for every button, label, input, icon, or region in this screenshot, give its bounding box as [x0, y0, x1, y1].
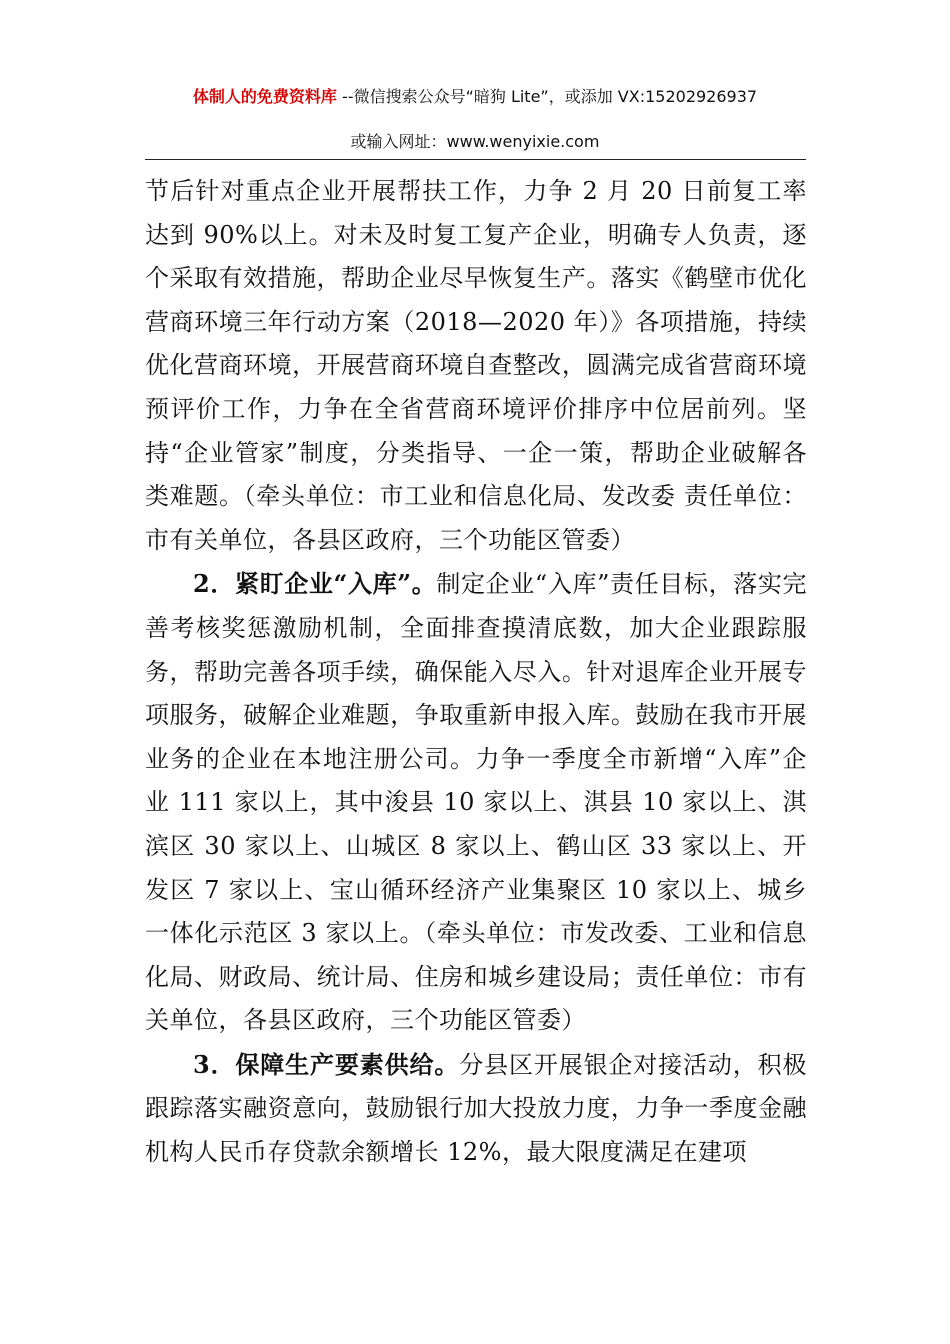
paragraph-item-2 [145, 562, 807, 1043]
item-2-body: 制定企业“入库”责任目标，落实完善考核奖惩激励机制，全面排查摸清底数，加大企业跟踪服务，帮助完善各项手续，确保能入尽入。针对退库企业开展专项服务，破解企业难题，争取重新申报入库。鼓励在我市开展业务的企业在本地注册公司。力争一季度全市新增“入库”企业 111 家以上，其中浚县 10 家以上、淇县 10 家以上、淇滨区 30 家以上、山城区 8 家以上、鹤山区 33 家以上、开发区 7 家以上、宝山循环经济产业集聚区 10 家以上、城乡一体化示范区 3 家以上。（牵头单位：市发改委、工业和信息化局、财政局、统计局、住房和城乡建设局；责任单位：市有关单位，各县区政府，三个功能区管委） [145, 570, 807, 1035]
header-divider [145, 159, 806, 160]
item-3-body: 分县区开展银企对接活动，积极跟踪落实融资意向，鼓励银行加大投放力度，力争一季度金融机构人民币存贷款余额增长 12%，最大限度满足在建项 [145, 1050, 807, 1167]
header-url-line: 或输入网址：www.wenyixie.com [350, 132, 600, 151]
item-2-heading: 2．紧盯企业“入库”。 [193, 569, 437, 599]
document-body [145, 170, 807, 1175]
brand-title: 体制人的免费资料库 [192, 87, 337, 106]
item-3-heading: 3．保障生产要素供给。 [193, 1049, 460, 1079]
paragraph-1: 节后针对重点企业开展帮扶工作，力争 2 月 20 日前复工率达到 90%以上。对未及时复工复产企业，明确专人负责，逐个采取有效措施，帮助企业尽早恢复生产。落实《鹤壁市优化营商环境三年行动方案（2018—2020 年）》各项措施，持续优化营商环境，开展营商环境自查整改，圆满完成省营商环境预评价工作，力争在全省营商环境评价排序中位居前列。坚持“企业管家”制度，分类指导、一企一策，帮助企业破解各类难题。（牵头单位：市工业和信息化局、发改委 责任单位：市有关单位，各县区政府，三个功能区管委） [145, 177, 807, 554]
header-promo-line [0, 86, 950, 108]
paragraph-item-3 [145, 1043, 807, 1175]
promo-text: --微信搜索公众号“暗狗 Lite”，或添加 VX:15202926937 [336, 87, 758, 106]
